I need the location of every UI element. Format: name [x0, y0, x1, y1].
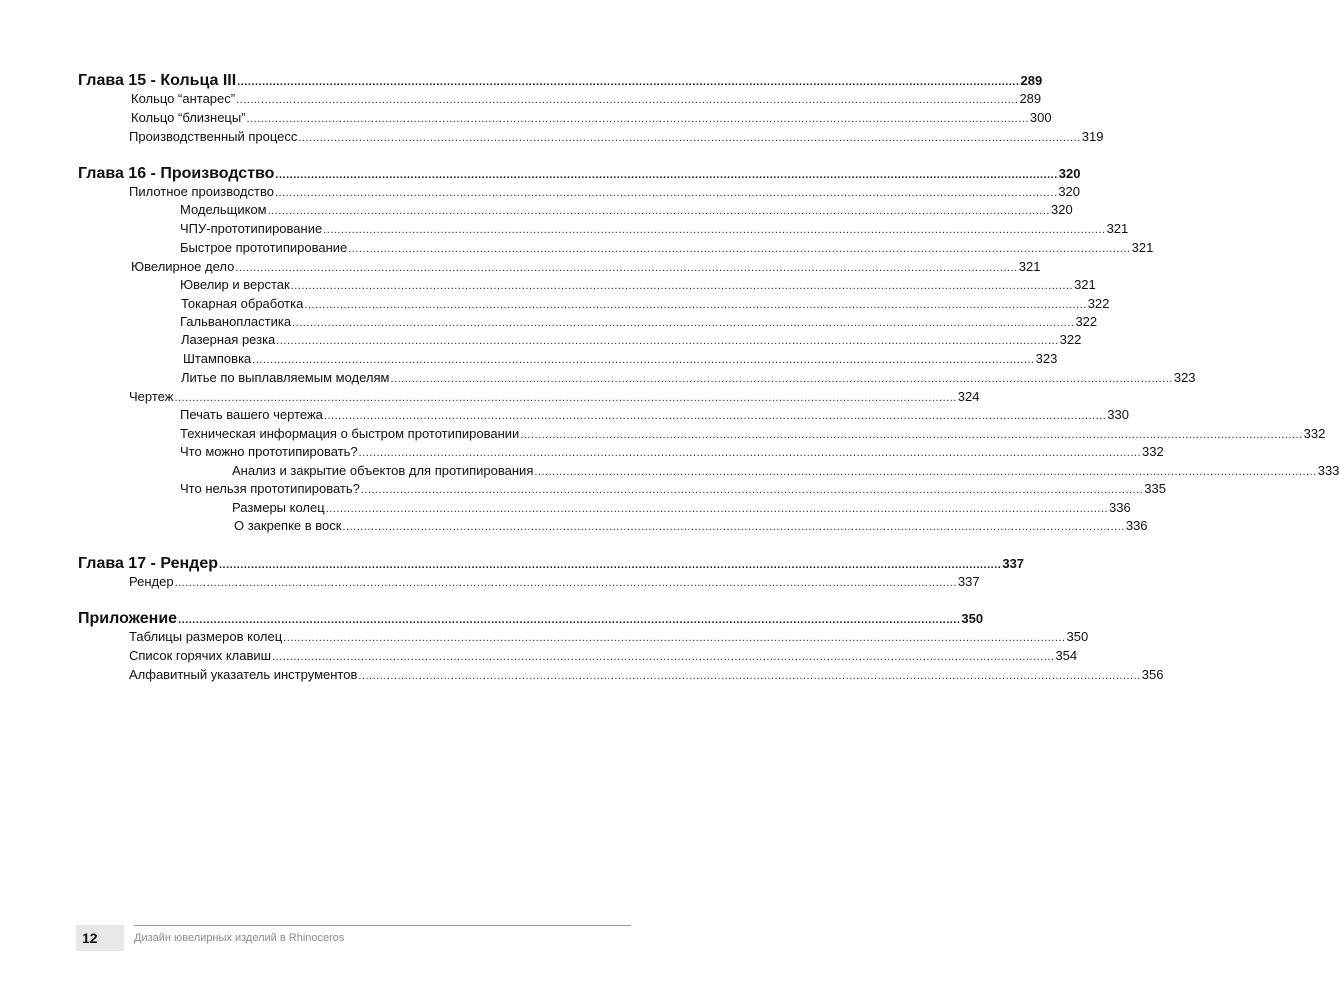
toc-entry	[180, 444, 1164, 462]
toc-entry-page: 322	[1075, 314, 1098, 329]
toc-entry	[131, 91, 1042, 109]
dot-leader: ............................................................................................................................................................................................................................	[236, 94, 1019, 106]
toc-entry-title: Печать вашего чертежа	[180, 407, 323, 422]
dot-leader: ............................................................................................................................................................................................................................	[348, 243, 1131, 255]
dot-leader: ............................................................................................................................................................................................................................	[534, 466, 1317, 478]
toc-entry-title: О закрепке в воск	[234, 518, 342, 533]
dot-leader: ............................................................................................................................................................................................................................	[276, 335, 1059, 347]
toc-entry-title: Лазерная резка	[181, 332, 276, 347]
dot-leader: ............................................................................................................................................................................................................................	[272, 651, 1055, 663]
toc-entry	[180, 481, 1166, 499]
toc-entry-title: Штамповка	[183, 351, 252, 366]
toc-entry	[129, 667, 1164, 685]
toc-entry	[129, 574, 980, 592]
toc-entry-page: 322	[1087, 296, 1110, 311]
toc-entry-page: 332	[1303, 426, 1326, 441]
toc-entry-title: Глава 15 - Кольца III	[78, 72, 237, 89]
toc-entry-title: Литье по выплавляемым моделям	[181, 370, 390, 385]
toc-entry	[180, 202, 1073, 220]
toc-entry-page: 319	[1081, 129, 1104, 144]
toc-entry-title: Список горячих клавиш	[129, 648, 272, 663]
toc-entry-title: Производственный процесс	[129, 129, 298, 144]
toc-entry-title: Анализ и закрытие объектов для протипирования	[232, 463, 534, 478]
toc-entry	[129, 648, 1078, 666]
toc-entry	[129, 629, 1089, 647]
toc-entry	[232, 500, 1131, 518]
toc-entry-page: 337	[1002, 556, 1025, 571]
toc-entry-page: 356	[1141, 667, 1164, 682]
toc-entry-page: 320	[1058, 166, 1081, 181]
toc-entry	[181, 370, 1196, 388]
toc-entry	[180, 426, 1326, 444]
toc-entry-page: 289	[1019, 91, 1042, 106]
toc-entry	[181, 296, 1110, 314]
toc-entry-page: 321	[1106, 221, 1129, 236]
toc-entry-title: Глава 17 - Рендер	[78, 555, 218, 572]
dot-leader: ............................................................................................................................................................................................................................	[520, 429, 1303, 441]
toc-entry-title: Чертеж	[129, 389, 174, 404]
dot-leader: ............................................................................................................................................................................................................................	[178, 614, 961, 626]
toc-entry-page: 336	[1109, 500, 1131, 515]
toc-entry	[129, 389, 980, 407]
toc-entry-title: Алфавитный указатель инструментов	[129, 667, 358, 682]
dot-leader: ............................................................................................................................................................................................................................	[246, 113, 1029, 125]
toc-entry-title: Быстрое прототипирование	[180, 240, 348, 255]
toc-entry	[180, 221, 1129, 239]
toc-entry-page: 321	[1131, 240, 1154, 255]
running-footer-title: Дизайн ювелирных изделий в Rhinoceros	[134, 932, 345, 944]
dot-leader: ............................................................................................................................................................................................................................	[174, 392, 957, 404]
dot-leader: ............................................................................................................................................................................................................................	[274, 187, 1058, 199]
toc-entry-title: Токарная обработка	[181, 296, 304, 311]
toc-entry	[234, 518, 1148, 536]
dot-leader: ............................................................................................................................................................................................................................	[275, 169, 1058, 181]
dot-leader: ............................................................................................................................................................................................................................	[323, 410, 1107, 422]
toc-entry	[180, 240, 1154, 258]
toc-entry-page: 323	[1035, 351, 1058, 366]
toc-entry-title: ЧПУ-прототипирование	[180, 221, 323, 236]
toc-entry	[129, 184, 1081, 202]
toc-entry-title: Рендер	[129, 574, 174, 589]
toc-entry-page: 336	[1125, 518, 1148, 533]
dot-leader: ............................................................................................................................................................................................................................	[390, 373, 1173, 385]
dot-leader: ............................................................................................................................................................................................................................	[174, 577, 957, 589]
toc-entry-title: Пилотное производство	[129, 184, 274, 199]
toc-entry-page: 323	[1173, 370, 1196, 385]
toc-entry-title: Таблицы размеров колец	[129, 629, 283, 644]
toc-chapter-entry	[78, 610, 984, 628]
dot-leader: ............................................................................................................................................................................................................................	[342, 521, 1125, 533]
toc-entry	[131, 259, 1041, 277]
dot-leader: ............................................................................................................................................................................................................................	[290, 280, 1074, 292]
toc-entry	[129, 129, 1104, 147]
toc-entry-page: 321	[1074, 277, 1096, 292]
toc-entry-page: 300	[1029, 110, 1052, 125]
toc-entry-page: 289	[1020, 73, 1043, 88]
dot-leader: ............................................................................................................................................................................................................................	[325, 503, 1109, 515]
toc-chapter-entry	[78, 165, 1081, 183]
dot-leader: ............................................................................................................................................................................................................................	[218, 559, 1002, 571]
toc-entry-title: Техническая информация о быстром прототипировании	[180, 426, 520, 441]
dot-leader: ............................................................................................................................................................................................................................	[323, 224, 1106, 236]
dot-leader: ............................................................................................................................................................................................................................	[237, 76, 1020, 88]
dot-leader: ............................................................................................................................................................................................................................	[298, 132, 1081, 144]
toc-entry-title: Кольцо “антарес”	[131, 91, 236, 106]
toc-entry-title: Глава 16 - Производство	[78, 165, 275, 182]
toc-entry-page: 330	[1107, 407, 1129, 422]
toc-entry-page: 337	[957, 574, 980, 589]
toc-chapter-entry	[78, 72, 1043, 90]
toc-entry-page: 350	[961, 611, 984, 626]
toc-entry-title: Гальванопластика	[180, 314, 292, 329]
toc-entry-title: Размеры колец	[232, 500, 325, 515]
dot-leader: ............................................................................................................................................................................................................................	[292, 317, 1075, 329]
toc-entry-title: Модельщиком	[180, 202, 267, 217]
toc-entry	[183, 351, 1058, 369]
toc-entry-title: Кольцо “близнецы”	[131, 110, 246, 125]
toc-entry-page: 321	[1018, 259, 1041, 274]
toc-entry-page: 354	[1055, 648, 1078, 663]
toc-entry-title: Что нельзя прототипировать?	[180, 481, 360, 496]
dot-leader: ............................................................................................................................................................................................................................	[235, 262, 1018, 274]
toc-entry	[232, 463, 1339, 481]
toc-entry	[180, 314, 1098, 332]
toc-entry	[180, 407, 1129, 425]
toc-entry-title: Ювелирное дело	[131, 259, 235, 274]
dot-leader: ............................................................................................................................................................................................................................	[360, 484, 1144, 496]
toc-entry-page: 320	[1050, 202, 1073, 217]
toc-entry-page: 322	[1059, 332, 1082, 347]
page-number: 12	[76, 925, 124, 951]
toc-entry	[131, 110, 1052, 128]
toc-entry	[180, 277, 1096, 295]
dot-leader: ............................................................................................................................................................................................................................	[283, 632, 1066, 644]
toc-entry-title: Что можно прототипировать?	[180, 444, 358, 459]
toc-entry-title: Ювелир и верстак	[180, 277, 290, 292]
toc-entry-page: 335	[1144, 481, 1166, 496]
toc-entry-page: 332	[1142, 444, 1164, 459]
toc-entry-page: 324	[957, 389, 980, 404]
dot-leader: ............................................................................................................................................................................................................................	[304, 299, 1087, 311]
dot-leader: ............................................................................................................................................................................................................................	[267, 205, 1050, 217]
dot-leader: ............................................................................................................................................................................................................................	[358, 447, 1142, 459]
toc-entry-page: 320	[1058, 184, 1081, 199]
dot-leader: ............................................................................................................................................................................................................................	[358, 670, 1141, 682]
toc-entry-page: 350	[1066, 629, 1089, 644]
toc-entry-title: Приложение	[78, 610, 178, 627]
toc-entry-page: 333	[1317, 463, 1339, 478]
toc-chapter-entry	[78, 555, 1025, 573]
footer-divider	[134, 925, 631, 926]
dot-leader: ............................................................................................................................................................................................................................	[252, 354, 1035, 366]
toc-entry	[181, 332, 1082, 350]
